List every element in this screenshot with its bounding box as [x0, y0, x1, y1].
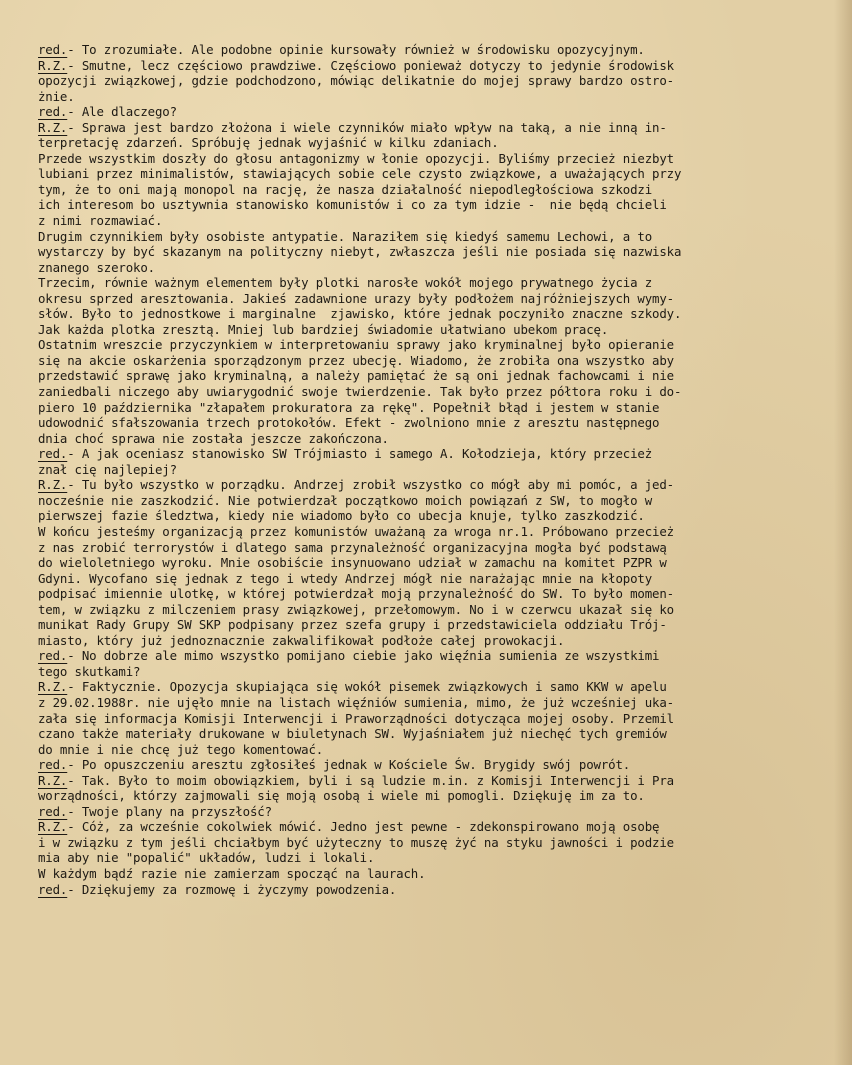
- interview-line: [38, 244, 843, 260]
- line-text: zaniedbali niczego aby uwiarygodnić swoje twierdzenie. Tak było przez półtora roku i do-: [38, 384, 682, 400]
- line-text: - Twoje plany na przyszłość?: [67, 803, 272, 819]
- line-text: - No dobrze ale mimo wszystko pomijano ciebie jako więźnia sumienia ze wszystkimi: [67, 648, 660, 664]
- line-text: żnie.: [38, 88, 75, 104]
- interview-line: [38, 368, 843, 384]
- line-text: - Po opuszczeniu aresztu zgłosiłeś jednak w Kościele Św. Brygidy swój powrót.: [67, 757, 631, 773]
- line-text: zała się informacja Komisji Interwencji i Praworządności dotycząca mojej osoby. Przemil: [38, 710, 674, 726]
- interview-line: [38, 633, 843, 649]
- interview-line: [38, 73, 843, 89]
- line-text: Drugim czynnikiem były osobiste antypatie. Naraziłem się kiedyś samemu Lechowi, a to: [38, 228, 653, 244]
- line-text: udowodnić sfałszowania trzech protokołów. Efekt - zwolniono mnie z aresztu następnego: [38, 415, 660, 431]
- line-text: się na akcie oskarżenia sporządzonym przez ubecję. Wiadomo, że zrobiła ona wszystko aby: [38, 352, 674, 368]
- interview-line: [38, 42, 843, 58]
- interview-line: [38, 400, 843, 416]
- line-text: tego skutkami?: [38, 663, 141, 679]
- interview-line: [38, 291, 843, 307]
- line-text: słów. Było to jednostkowe i marginalne zjawisko, które jednak poczyniło znaczne szkody.: [38, 306, 682, 322]
- line-text: - Smutne, lecz częściowo prawdziwe. Częściowo ponieważ dotyczy to jedynie środowisk: [67, 57, 674, 73]
- interview-line: [38, 648, 843, 664]
- speaker-label: R.Z.: [38, 57, 68, 73]
- line-text: - Tak. Było to moim obowiązkiem, byli i są ludzie m.in. z Komisji Interwencji i Pra: [67, 772, 674, 788]
- line-text: - Ale dlaczego?: [67, 104, 177, 120]
- line-text: munikat Rady Grupy SW SKP podpisany przez szefa grupy i przedstawiciela oddziału Trój-: [38, 617, 667, 633]
- interview-line: [38, 306, 843, 322]
- interview-line: [38, 322, 843, 338]
- line-text: tem, w związku z milczeniem prasy związkowej, przełomowym. No i w czerwcu ukazał się ko: [38, 601, 674, 617]
- interview-line: [38, 586, 843, 602]
- line-text: Ostatnim wreszcie przyczynkiem w interpretowaniu sprawy jako kryminalnej było opieranie: [38, 337, 674, 353]
- line-text: pierwszej fazie śledztwa, kiedy nie wiadomo było co ubecja knuje, tylko zaszkodzić.: [38, 508, 645, 524]
- line-text: okresu sprzed aresztowania. Jakieś zadawnione urazy były podłożem najróżniejszych wymy-: [38, 290, 674, 306]
- speaker-label: red.: [38, 757, 68, 773]
- line-text: podpisać imiennie ulotkę, w której potwierdzał moją przynależność do SW. To było momen-: [38, 586, 674, 602]
- line-text: ich interesom bo usztywnia stanowisko komunistów i co za tym idzie - nie będą chcieli: [38, 197, 667, 213]
- speaker-label: R.Z.: [38, 477, 68, 493]
- line-text: z 29.02.1988r. nie ujęło mnie na listach więźniów sumienia, mimo, że już wcześniej uka-: [38, 694, 674, 710]
- line-text: terpretację zdarzeń. Spróbuję jednak wyjaśnić w kilku zdaniach.: [38, 135, 499, 151]
- line-text: znał cię najlepiej?: [38, 461, 177, 477]
- interview-line: [38, 679, 843, 695]
- interview-line: [38, 120, 843, 136]
- interview-line: [38, 58, 843, 74]
- line-text: do mnie i nie chcę już tego komentować.: [38, 741, 324, 757]
- line-text: opozycji związkowej, gdzie podchodzono, mówiąc delikatnie do mojej sprawy bardzo ostro-: [38, 73, 674, 89]
- interview-line: [38, 477, 843, 493]
- line-text: worządności, którzy zajmowali się moją osobą i wiele mi pomogli. Dziękuję im za to.: [38, 788, 645, 804]
- interview-line: [38, 104, 843, 120]
- line-text: W końcu jesteśmy organizacją przez komunistów uważaną za wroga nr.1. Próbowano przecież: [38, 523, 674, 539]
- interview-line: [38, 524, 843, 540]
- interview-line: [38, 555, 843, 571]
- line-text: przedstawić sprawę jako kryminalną, a należy pamiętać że są oni jednak fachowcami i nie: [38, 368, 674, 384]
- line-text: lubiani przez minimalistów, stawiających sobie cele czysto związkowe, a uważających przy: [38, 166, 682, 182]
- interview-line: [38, 384, 843, 400]
- speaker-label: red.: [38, 881, 68, 897]
- interview-line: [38, 726, 843, 742]
- interview-line: [38, 213, 843, 229]
- line-text: - Faktycznie. Opozycja skupiająca się wokół pisemek związkowych i samo KKW w apelu: [67, 679, 667, 695]
- interview-line: [38, 602, 843, 618]
- speaker-label: red.: [38, 42, 68, 57]
- interview-line: [38, 197, 843, 213]
- interview-line: [38, 571, 843, 587]
- interview-line: [38, 415, 843, 431]
- interview-line: [38, 446, 843, 462]
- line-text: czano także materiały drukowane w biuletynach SW. Wyjaśniałem już niechęć tych gremiów: [38, 726, 667, 742]
- line-text: nocześnie nie zaszkodzić. Nie potwierdzał początkowo moich powiązań z SW, to mogło w: [38, 492, 653, 508]
- interview-line: [38, 804, 843, 820]
- speaker-label: red.: [38, 648, 68, 664]
- line-text: tym, że to oni mają monopol na rację, że nasza działalność niepodległościowa szkodzi: [38, 181, 653, 197]
- interview-line: [38, 850, 843, 866]
- line-text: Przede wszystkim doszły do głosu antagonizmy w łonie opozycji. Byliśmy przecież niezbyt: [38, 150, 674, 166]
- line-text: z nimi rozmawiać.: [38, 213, 163, 229]
- interview-line: [38, 711, 843, 727]
- line-text: - Tu było wszystko w porządku. Andrzej zrobił wszystko co mógł aby mi pomóc, a jed-: [67, 477, 674, 493]
- interview-line: [38, 508, 843, 524]
- interview-line: [38, 260, 843, 276]
- speaker-label: red.: [38, 104, 68, 120]
- line-text: do wieloletniego wyroku. Mnie osobiście insynuowano udział w zamachu na komitet PZPR w: [38, 555, 667, 571]
- speaker-label: R.Z.: [38, 679, 68, 695]
- interview-line: [38, 835, 843, 851]
- interview-text: [38, 42, 843, 897]
- interview-line: [38, 353, 843, 369]
- line-text: miasto, który już jednoznacznie zakwalifikował podłoże całej prowokacji.: [38, 632, 565, 648]
- line-text: Trzecim, równie ważnym elementem były plotki narosłe wokół mojego prywatnego życia z: [38, 275, 653, 291]
- line-text: W każdym bądź razie nie zamierzam spocząć na laurach.: [38, 865, 426, 881]
- line-text: Jak każda plotka zresztą. Mniej lub bardziej świadomie ułatwiano ubekom pracę.: [38, 321, 609, 337]
- line-text: - Dziękujemy za rozmowę i życzymy powodzenia.: [67, 881, 397, 897]
- interview-line: [38, 617, 843, 633]
- interview-line: [38, 695, 843, 711]
- interview-line: [38, 166, 843, 182]
- interview-line: [38, 788, 843, 804]
- interview-line: [38, 89, 843, 105]
- line-text: i w związku z tym jeśli chciałbym być użyteczny to muszę żyć na styku jawności i podzie: [38, 834, 674, 850]
- line-text: - Sprawa jest bardzo złożona i wiele czynników miało wpływ na taką, a nie inną in-: [67, 119, 667, 135]
- line-text: dnia choć sprawa nie została jeszcze zakończona.: [38, 430, 389, 446]
- line-text: - To zrozumiałe. Ale podobne opinie kursowały również w środowisku opozycyjnym.: [67, 42, 645, 57]
- interview-line: [38, 431, 843, 447]
- interview-line: [38, 275, 843, 291]
- interview-line: [38, 819, 843, 835]
- interview-line: [38, 866, 843, 882]
- interview-line: [38, 664, 843, 680]
- interview-line: [38, 493, 843, 509]
- interview-line: [38, 773, 843, 789]
- speaker-label: red.: [38, 446, 68, 462]
- interview-line: [38, 135, 843, 151]
- interview-line: [38, 882, 843, 898]
- interview-line: [38, 229, 843, 245]
- interview-line: [38, 151, 843, 167]
- line-text: wystarczy by być skazanym na polityczny niebyt, zwłaszcza jeśli nie posiada się nazwiska: [38, 244, 682, 260]
- interview-line: [38, 337, 843, 353]
- line-text: znanego szeroko.: [38, 259, 155, 275]
- line-text: mia aby nie "popalić" układów, ludzi i lokali.: [38, 850, 375, 866]
- line-text: piero 10 października "złapałem prokuratora za rękę". Popełnił błąd i jestem w stanie: [38, 399, 660, 415]
- interview-line: [38, 757, 843, 773]
- interview-line: [38, 462, 843, 478]
- line-text: - Cóż, za wcześnie cokolwiek mówić. Jedno jest pewne - zdekonspirowano moją osobę: [67, 819, 660, 835]
- speaker-label: R.Z.: [38, 772, 68, 788]
- speaker-label: red.: [38, 803, 68, 819]
- line-text: Gdyni. Wycofano się jednak z tego i wtedy Andrzej mógł nie narażając mnie na kłopoty: [38, 570, 653, 586]
- line-text: z nas zrobić terrorystów i dlatego sama przynależność organizacyjna mogła być podstawą: [38, 539, 667, 555]
- interview-line: [38, 540, 843, 556]
- line-text: - A jak oceniasz stanowisko SW Trójmiasto i samego A. Kołodzieja, który przecież: [67, 446, 653, 462]
- interview-line: [38, 742, 843, 758]
- speaker-label: R.Z.: [38, 119, 68, 135]
- interview-line: [38, 182, 843, 198]
- speaker-label: R.Z.: [38, 819, 68, 835]
